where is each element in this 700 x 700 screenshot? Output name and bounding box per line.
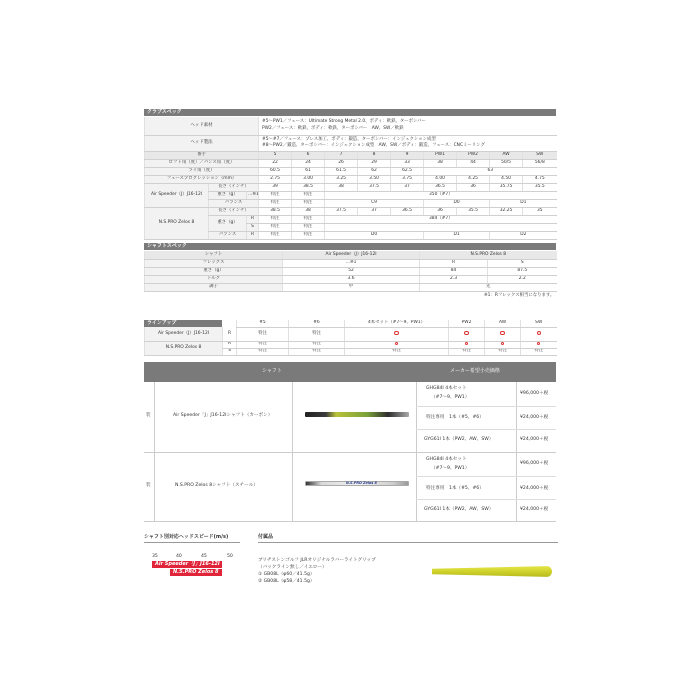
loft-cell: 29 <box>358 159 391 167</box>
lineup-row1-available <box>521 327 557 341</box>
price-item3-name: GYG61I 1本（PW2、AW、SW） <box>424 437 494 442</box>
lineup-col-6: #6 <box>289 320 345 327</box>
shaft-spec-table <box>144 251 557 292</box>
lineup-col-aw: AW <box>485 320 521 327</box>
length1-cell: 37.5 <box>358 183 391 191</box>
weight-note: …※1 <box>247 191 259 199</box>
length1-cell: 38 <box>325 183 358 191</box>
lineup-corner <box>145 320 237 327</box>
balance2-cell: D2 <box>490 231 557 239</box>
available-circle-icon <box>501 342 504 345</box>
weight2-s-cell: 特注 <box>259 223 292 231</box>
price-shaft2-name: N.S.PRO Zelos 8シャフト（スチール） <box>175 483 258 488</box>
length1-cell: 38.5 <box>292 183 325 191</box>
length2-cell: 35 <box>523 207 557 215</box>
head-material-line-1: #5～PW1／フェース：Ultimate Strong Metal 2.0、ボディ：軟鉄、ターボシバー <box>262 119 426 125</box>
loft-cell: 24 <box>292 159 325 167</box>
shaft-weight2b: 87.5 <box>488 267 557 275</box>
length1-cell: 35.5 <box>523 183 557 191</box>
price-item2-name: 特注専用 1本（#5、#6） <box>426 415 484 420</box>
balance2-flex: R <box>247 231 259 239</box>
available-circle-icon <box>395 342 398 345</box>
price-item6-name: GYG61I 1本（PW2、AW、SW） <box>424 507 494 512</box>
lie-cell: 63 <box>424 167 557 175</box>
price-row-divider <box>144 452 556 453</box>
balance1-cell: D1 <box>490 199 557 207</box>
length2-cell: 35.5 <box>457 207 490 215</box>
lineup-row2-name: N.S.PRO Zelos 8 <box>145 341 223 355</box>
available-circle-icon <box>464 331 468 335</box>
loft-label: ロフト角（度）／バンス角（度） <box>145 159 259 167</box>
torque2b: 2.2 <box>488 275 557 283</box>
price-header-price: メーカー希望小売価格 <box>450 368 500 374</box>
weight1-value: 350（#7） <box>325 191 557 199</box>
torque2a: 2.3 <box>420 275 488 283</box>
head-material-value <box>259 117 557 135</box>
available-circle-icon <box>465 342 468 345</box>
shaft-weight1: 52 <box>283 267 420 275</box>
shaft-weight2a: 84 <box>420 267 488 275</box>
weight-label-2: 重さ（g） <box>209 215 247 231</box>
lineup-row2-available <box>449 341 485 348</box>
weight2-s-cell: 特注 <box>292 223 325 231</box>
price-item4-sub: （#7～9、PW1） <box>431 466 470 471</box>
available-circle-icon <box>537 331 541 335</box>
zelos-speed-bar <box>170 569 222 576</box>
shaft1-name <box>145 183 209 207</box>
progression-cell: 4.50 <box>490 175 523 183</box>
shaft-spec-shaft1: Air Speeder（J）J16-12I <box>283 251 420 259</box>
flex2b: S <box>488 259 557 267</box>
price-row-divider <box>416 429 556 430</box>
weight-label: 重さ（g） <box>209 191 247 199</box>
price-item3-price: ¥24,000＋税 <box>520 437 549 442</box>
progression-label: フェースプログレッション（mm） <box>145 175 259 183</box>
price-item1-sub: （#7～9、PW1） <box>431 395 470 400</box>
weight2-r-value: 384（#7） <box>325 215 557 223</box>
progression-cell: 2.75 <box>259 175 292 183</box>
lineup-row1-available <box>449 327 485 341</box>
price-item5-name: 特注専用 1本（#5、#6） <box>426 486 484 491</box>
club-spec-table <box>144 117 557 240</box>
lineup-row1-available <box>345 327 449 341</box>
flex1: …※1 <box>283 259 420 267</box>
lineup-row1-name: Air Speeder（J）J16-12I <box>145 327 223 341</box>
price-row-divider <box>416 406 556 407</box>
price-item2-price: ¥24,000＋税 <box>520 415 549 420</box>
progression-cell: 4.25 <box>457 175 490 183</box>
lineup-row2s-cell: 特注 <box>449 348 485 355</box>
length2-cell: 36 <box>424 207 457 215</box>
price-side-label-2: 装 <box>146 483 151 488</box>
length2-cell: 37 <box>358 207 391 215</box>
shaft2-name <box>145 207 209 239</box>
kick-label: 調子 <box>145 283 283 291</box>
weight2-r-cell: 特注 <box>259 215 292 223</box>
shaft2-name-text: N.S.PRO Zelos 8 <box>158 220 195 226</box>
col-5: 5 <box>259 151 292 159</box>
length2-cell: 32.25 <box>490 207 523 215</box>
length2-cell: 38.5 <box>259 207 292 215</box>
col-6: 6 <box>292 151 325 159</box>
head-make-label: ヘッド製法 <box>145 135 259 151</box>
balance2-cell: D1 <box>424 231 490 239</box>
progression-cell: 3.25 <box>325 175 358 183</box>
kick2: 先 <box>420 283 557 291</box>
length-label-2: 長さ（インチ） <box>209 207 259 215</box>
balance1-cell: 特注 <box>259 199 292 207</box>
lie-cell: 60.5 <box>259 167 292 175</box>
balance1-cell: D0 <box>424 199 490 207</box>
head-material-line-2: PW2／フェース：軟鉄、ボディ：軟鉄、ターボシバー AW、SW／軟鉄 <box>262 125 404 131</box>
lineup-row1-cell: 特注 <box>289 327 345 341</box>
grip-image <box>432 566 552 577</box>
loft-cell: 56/8 <box>523 159 557 167</box>
available-circle-icon <box>394 331 398 335</box>
lineup-row1-available <box>485 327 521 341</box>
col-pw1: PW1 <box>424 151 457 159</box>
loft-cell: 44 <box>457 159 490 167</box>
lineup-row2-cell: 特注 <box>237 341 289 348</box>
lineup-col-pw2: PW2 <box>449 320 485 327</box>
head-make-value <box>259 135 557 151</box>
length1-cell: 37 <box>391 183 424 191</box>
lineup-row2-cell: 特注 <box>289 341 345 348</box>
lineup-col-5: #5 <box>237 320 289 327</box>
col-club-number: 番手 <box>145 151 259 159</box>
lineup-row2s-cell: 特注 <box>485 348 521 355</box>
lineup-row2-available <box>345 341 449 348</box>
lineup-title: ラインアップ <box>147 320 177 326</box>
flex-label: フレックス <box>145 259 283 267</box>
available-circle-icon <box>537 342 540 345</box>
speed-tick-40: 40 <box>176 554 182 559</box>
col-sw: SW <box>523 151 557 159</box>
length2-cell: 37.5 <box>325 207 358 215</box>
head-speed-title-rule <box>144 542 240 543</box>
col-9: 9 <box>391 151 424 159</box>
progression-cell: 4.00 <box>424 175 457 183</box>
lie-label: ライ角（度） <box>145 167 259 175</box>
shaft-spec-footnote: ※1：Rフレックス相当になります。 <box>484 293 555 298</box>
balance-label: バランス <box>209 199 259 207</box>
air-speeder-speed-bar <box>152 561 222 568</box>
balance2-cell: 特注 <box>259 231 292 239</box>
weight2-r-cell: 特注 <box>292 215 325 223</box>
lineup-row2-available <box>485 341 521 348</box>
price-side-label-1: 装 <box>146 413 151 418</box>
head-make-line-2: #8～PW2／鍛造、ターボシバー：インジェクション成型 AW、SW／ボディ：鍛造、フェース：CNCミーリング <box>262 143 485 148</box>
shaft-spec-shaft2: N.S.PRO Zelos 8 <box>420 251 557 259</box>
price-item1-price: ¥96,000＋税 <box>520 391 549 396</box>
speed-tick-45: 45 <box>201 554 207 559</box>
price-header-shaft: シャフト <box>262 368 282 374</box>
length-label: 長さ（インチ） <box>209 183 259 191</box>
torque1: 3.6 <box>283 275 420 283</box>
kick1: 中 <box>283 283 420 291</box>
lineup-row2s-cell: 特注 <box>289 348 345 355</box>
balance-label-2: バランス <box>209 231 247 239</box>
shaft-spec-header <box>144 243 556 250</box>
speed-tick-50: 50 <box>227 554 233 559</box>
available-circle-icon <box>500 331 504 335</box>
zelos-speed-label: N.S.PRO Zelos 8 <box>173 569 219 575</box>
lie-cell: 62.5 <box>391 167 424 175</box>
lineup-row2-flex-r: R <box>223 341 237 348</box>
accessory-line-3: ① GB08L（φ60／41.5g） <box>258 572 315 577</box>
price-item1-name: GHG84I 4本セット <box>426 386 467 391</box>
length2-cell: 38 <box>292 207 325 215</box>
length1-cell: 36.5 <box>424 183 457 191</box>
price-item6-price: ¥24,000＋税 <box>520 507 549 512</box>
price-row-divider <box>416 476 556 477</box>
progression-cell: 3.00 <box>292 175 325 183</box>
col-pw2: PW2 <box>457 151 490 159</box>
lineup-row1-flex: R <box>223 327 237 341</box>
club-spec-header <box>144 109 556 116</box>
shaft-spec-title: シャフトスペック <box>147 243 187 249</box>
lineup-row2s-cell: 特注 <box>521 348 557 355</box>
balance1-cell: 特注 <box>292 199 325 207</box>
lineup-col-set: 4本セット（#7～9、PW1） <box>345 320 449 327</box>
price-item4-price: ¥96,000＋税 <box>520 461 549 466</box>
lineup-row2s-cell: 特注 <box>237 348 289 355</box>
price-shaft1-name: Air Speeder「J」J16-12Iシャフト（カーボン） <box>173 413 273 418</box>
head-material-label: ヘッド素材 <box>145 117 259 135</box>
weight1-cell: 特注 <box>292 191 325 199</box>
air-speeder-speed-label: Air Speeder「J」J16-12I <box>155 561 220 567</box>
air-speeder-shaft-image <box>305 412 409 417</box>
lie-cell: 61 <box>292 167 325 175</box>
lineup-row1-cell: 特注 <box>237 327 289 341</box>
loft-cell: 50/5 <box>490 159 523 167</box>
progression-cell: 3.50 <box>358 175 391 183</box>
torque-label: トルク <box>145 275 283 283</box>
accessory-title: 付属品 <box>258 534 274 540</box>
weight2-r-flex: R <box>247 215 259 223</box>
progression-cell: 4.75 <box>523 175 557 183</box>
zelos-shaft-logo: N.S.PRO Zelos 8 <box>346 481 377 485</box>
head-make-line-1: #5～#7／フェース：プレス加工、ボディ：鍛造、ターボシバー：インジェクション成型 <box>262 136 436 142</box>
price-row-divider <box>416 499 556 500</box>
speed-tick-35: 35 <box>152 554 158 559</box>
accessory-line-4: ② GB08L（φ58／41.5g） <box>258 579 315 584</box>
lineup-row2-available <box>521 341 557 348</box>
balance2-cell: D0 <box>325 231 424 239</box>
head-speed-title: シャフト別対応ヘッドスピード(m/s) <box>144 534 229 540</box>
shaft-spec-label: シャフト <box>145 251 283 259</box>
accessory-title-rule <box>258 542 558 543</box>
col-7: 7 <box>325 151 358 159</box>
lineup-table <box>144 320 557 356</box>
lie-cell: 61.5 <box>325 167 358 175</box>
lineup-row2s-cell: 特注 <box>345 348 449 355</box>
length1-cell: 35.75 <box>490 183 523 191</box>
price-item5-price: ¥24,000＋税 <box>520 486 549 491</box>
length2-cell: 36.5 <box>391 207 424 215</box>
loft-cell: 38 <box>424 159 457 167</box>
price-item4-name: GHG84I 4本セット <box>426 457 467 462</box>
lineup-col-sw: SW <box>521 320 557 327</box>
weight2-s-blank <box>325 223 557 231</box>
club-spec-title: クラブスペック <box>147 109 182 115</box>
length1-cell: 39 <box>259 183 292 191</box>
col-aw: AW <box>490 151 523 159</box>
balance2-cell: 特注 <box>292 231 325 239</box>
lie-cell: 62 <box>358 167 391 175</box>
loft-cell: 33 <box>391 159 424 167</box>
accessory-line-1: ブリヂストンゴルフ JLRオリジナルラバーライトグリップ <box>258 558 376 563</box>
lineup-row2-flex-s: S <box>223 348 237 355</box>
loft-cell: 22 <box>259 159 292 167</box>
weight1-cell: 特注 <box>259 191 292 199</box>
progression-cell: 3.75 <box>391 175 424 183</box>
balance1-cell: C9 <box>325 199 424 207</box>
flex2a: R <box>420 259 488 267</box>
length1-cell: 36 <box>457 183 490 191</box>
loft-cell: 26 <box>325 159 358 167</box>
shaft1-name-text: Air Speeder（J）J16-12I <box>150 192 203 198</box>
accessory-line-2: （バックライン無し／イエロー） <box>258 565 327 570</box>
shaft-weight-label: 重さ（g） <box>145 267 283 275</box>
weight2-s-flex: S <box>247 223 259 231</box>
col-8: 8 <box>358 151 391 159</box>
